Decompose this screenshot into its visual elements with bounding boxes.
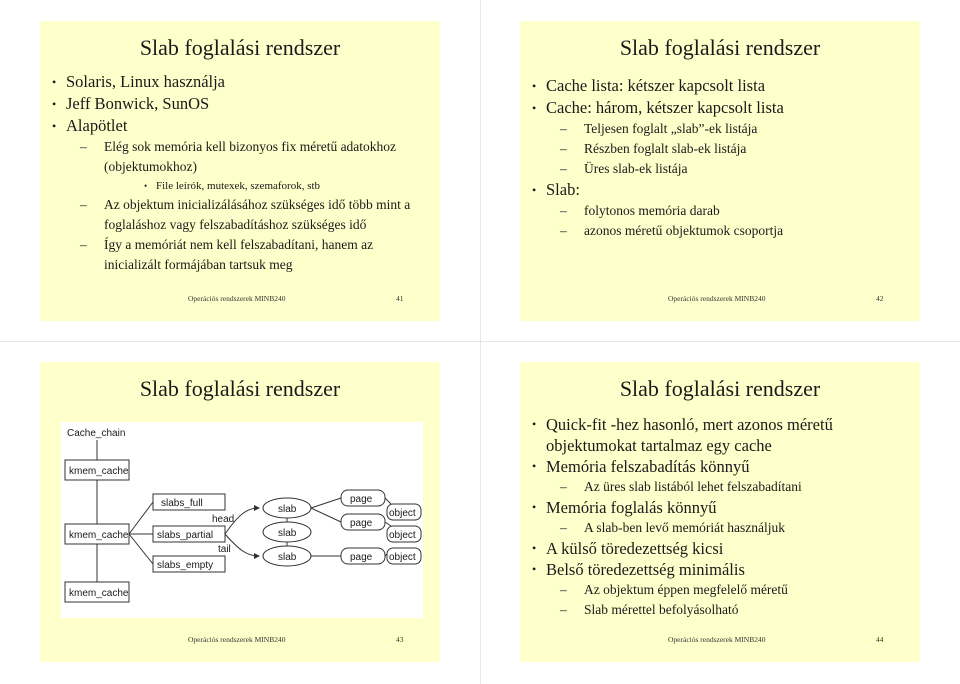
bullet-item: • Slab: – folytonos memória darab – azonos méretű objektumok csoportja — [530, 179, 910, 241]
dash-icon: – — [560, 141, 567, 156]
kmem-cache-label: kmem_cache — [69, 588, 129, 599]
sub-list — [546, 201, 910, 241]
bullet-item: • A külső töredezettség kicsi — [532, 539, 724, 558]
sub-item: – Az objektum inicializálásához szükséges idő több mint a foglaláshoz vagy felszabadításhoz szükséges idő — [80, 197, 411, 232]
sub-item: – Részben foglalt slab-ek listája — [546, 139, 910, 159]
slab-label: slab — [278, 504, 297, 515]
dash-icon: – — [560, 479, 567, 494]
link-line — [385, 498, 391, 504]
sub-list — [66, 137, 430, 275]
link-line — [129, 534, 153, 564]
bullet-dot-icon: • — [532, 101, 537, 115]
bullet-item: • Quick-fit -hez hasonló, mert azonos méretű objektumokat tartalmaz egy cache — [532, 415, 833, 455]
object-label: object — [389, 530, 416, 541]
slide-43 — [40, 362, 440, 662]
bullet-dot-icon: • — [532, 562, 537, 576]
bullet-dot-icon: • — [52, 97, 57, 111]
footer-course: Operációs rendszerek MINB240 — [188, 635, 286, 644]
bullet-list — [530, 75, 910, 241]
sub-sub-list — [104, 177, 430, 195]
slab-label: slab — [278, 552, 297, 563]
dash-icon: – — [560, 121, 567, 136]
kmem-cache-label: kmem_cache — [69, 466, 129, 477]
bullet-item: • Cache: három, kétszer kapcsolt lista – Teljesen foglalt „slab”-ek listája – Részben foglalt slab-ek listája – Üres slab-ek listája — [530, 97, 910, 179]
sub-item: – Az üres slab listából lehet felszabadítani — [546, 477, 910, 497]
slabs-full-label: slabs_full — [161, 498, 203, 509]
bullet-dot-icon: • — [532, 79, 537, 93]
slide-title: Slab foglalási rendszer — [139, 376, 341, 401]
sub-sub-item: • File leírók, mutexek, szemaforok, stb — [104, 177, 430, 195]
object-label: object — [389, 508, 416, 519]
dash-icon: – — [80, 197, 87, 212]
dash-icon: – — [80, 139, 87, 154]
bullet-list — [50, 71, 430, 275]
dash-icon: – — [80, 237, 87, 252]
bullet-item: • Solaris, Linux használja — [52, 72, 226, 91]
page-divider-vertical — [480, 0, 481, 684]
cache-chain-label: Cache_chain — [67, 428, 126, 439]
bullet-dot-icon: • — [52, 119, 57, 133]
link-line — [129, 502, 153, 534]
slabs-empty-label: slabs_empty — [157, 560, 214, 571]
bullet-dot-icon: • — [52, 75, 57, 89]
sub-item: – Az objektum éppen megfelelő méretű — [546, 580, 910, 600]
slide-number: 41 — [396, 294, 404, 303]
sub-item: – folytonos memória darab — [546, 201, 910, 221]
slide-title: Slab foglalási rendszer — [619, 376, 821, 401]
bullet-dot-icon: • — [532, 541, 537, 555]
slide-41 — [40, 21, 440, 321]
slab-diagram — [61, 422, 423, 618]
link-line — [311, 508, 341, 522]
page-label: page — [350, 518, 373, 529]
slide-number: 44 — [876, 635, 884, 644]
bullet-dot-icon: • — [532, 500, 537, 514]
bullet-item: • Jeff Bonwick, SunOS — [52, 94, 210, 113]
slide-title: Slab foglalási rendszer — [139, 35, 341, 60]
slide-title: Slab foglalási rendszer — [619, 35, 821, 60]
sub-list — [546, 477, 910, 497]
sub-item: – Elég sok memória kell bizonyos fix méretű adatokhoz (objektumokhoz) • File leírók, mutexek, szemaforok, stb — [66, 137, 430, 195]
link-line — [385, 522, 391, 526]
slide-44 — [520, 362, 920, 662]
footer-course: Operációs rendszerek MINB240 — [668, 635, 766, 644]
tail-label: tail — [218, 544, 231, 555]
page-label: page — [350, 552, 373, 563]
footer-course: Operációs rendszerek MINB240 — [188, 294, 286, 303]
bullet-item: • Memória foglalás könnyű – A slab-ben levő memóriát használjuk — [530, 497, 910, 538]
object-label: object — [389, 552, 416, 563]
slide-number: 43 — [396, 635, 404, 644]
link-line — [311, 498, 341, 508]
bullet-dot-icon: • — [532, 417, 537, 431]
bullet-dot-icon: • — [532, 459, 537, 473]
sub-item: – Üres slab-ek listája — [546, 159, 910, 179]
sub-list — [546, 580, 910, 620]
slide-42 — [520, 21, 920, 321]
kmem-cache-label: kmem_cache — [69, 530, 129, 541]
bullet-item: • Cache lista: kétszer kapcsolt lista — [532, 76, 766, 95]
slab-diagram-svg — [61, 422, 423, 618]
sub-list — [546, 518, 910, 538]
bullet-item: • Memória felszabadítás könnyű – Az üres slab listából lehet felszabadítani — [530, 456, 910, 497]
dash-icon: – — [560, 203, 567, 218]
sub-item: – Teljesen foglalt „slab”-ek listája — [546, 119, 910, 139]
bullet-item: • Belső töredezettség minimális – Az objektum éppen megfelelő méretű – Slab mérettel befolyásolható — [530, 559, 910, 620]
dash-icon: – — [560, 161, 567, 176]
bullet-list — [530, 414, 910, 620]
bullet-dot-icon: • — [532, 183, 537, 197]
sub-item: – azonos méretű objektumok csoportja — [546, 221, 910, 241]
sub-item: – A slab-ben levő memóriát használjuk — [546, 518, 910, 538]
slabs-partial-label: slabs_partial — [157, 530, 214, 541]
slab-label: slab — [278, 528, 297, 539]
bullet-item: • Alapötlet – Elég sok memória kell bizonyos fix méretű adatokhoz (objektumokhoz) • File leírók, mutexek, szemaforok, stb – Az objektum inicializálásához szükséges idő több mint a foglaláshoz vagy felszabadításhoz szükséges idő – Így a memóriát nem kell felszabadítani, hanem az inicializált formájában tartsuk meg — [50, 115, 430, 275]
sub-item: – Slab mérettel befolyásolható — [546, 600, 910, 620]
bullet-dot-icon: • — [144, 181, 148, 191]
dash-icon: – — [560, 602, 567, 617]
sub-item: – Így a memóriát nem kell felszabadítani, hanem az inicializált formájában tartsuk meg — [80, 237, 374, 272]
page-label: page — [350, 494, 373, 505]
footer-course: Operációs rendszerek MINB240 — [668, 294, 766, 303]
slide-number: 42 — [876, 294, 884, 303]
dash-icon: – — [560, 520, 567, 535]
dash-icon: – — [560, 582, 567, 597]
dash-icon: – — [560, 223, 567, 238]
page-divider-horizontal — [0, 341, 960, 342]
head-label: head — [212, 514, 235, 525]
sub-list — [546, 119, 910, 179]
